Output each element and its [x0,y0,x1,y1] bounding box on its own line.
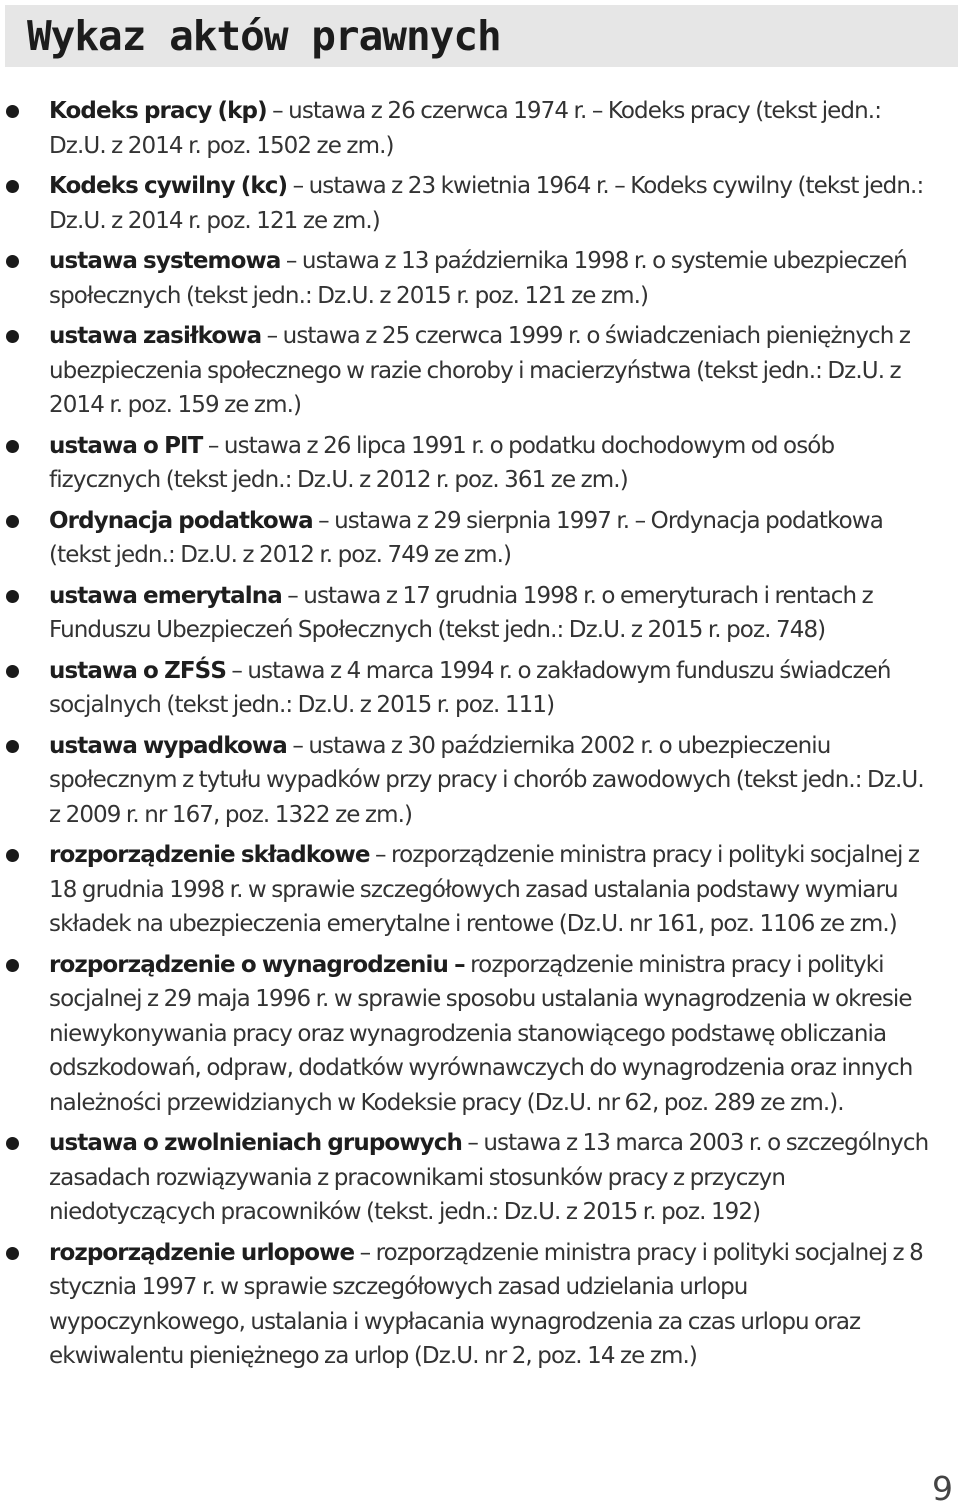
act-name: ustawa zasiłkowa [49,323,262,349]
list-item [0,948,939,1121]
bullet-icon [6,740,19,753]
list-item [0,244,939,313]
act-name: ustawa o ZFŚS [49,657,226,684]
list-item [0,319,939,423]
act-description: rozporządzenie ministra pracy i polityki socjalnej z 29 maja 1996 r. w sprawie sposobu ustalania wynagrodzenia w okresie niewykonywania pracy oraz wynagrodzenia stanowiącego podstawę obliczania odszkodowań, odpraw, dodatków wyrównawczych do wynagrodzenia oraz innych należności przewidzianych w Kodeksie pracy (Dz.U. nr 62, poz. 289 ze zm.). [49,951,913,1116]
act-description: – ustawa z 17 grudnia 1998 r. o emeryturach i rentach z Funduszu Ubezpieczeń Społecznych (tekst jedn.: Dz.U. z 2015 r. poz. 748) [49,582,873,643]
bullet-icon [6,665,19,678]
bullet-icon [6,330,19,343]
bullet-icon [6,515,19,528]
act-name: ustawa systemowa [49,248,281,274]
page-number: 9 [932,1469,953,1508]
bullet-icon [6,1247,19,1260]
bullet-icon [6,959,19,972]
list-item [0,579,939,648]
act-description: – ustawa z 25 czerwca 1999 r. o świadczeniach pieniężnych z ubezpieczenia społecznego w razie choroby i macierzyństwa (tekst jedn.: Dz.U. z 2014 r. poz. 159 ze zm.) [49,323,911,418]
list-item [0,504,939,573]
act-description: – ustawa z 26 lipca 1991 r. o podatku dochodowym od osób fizycznych (tekst jedn.: Dz.U. z 2012 r. poz. 361 ze zm.) [49,432,835,493]
act-description: – ustawa z 4 marca 1994 r. o zakładowym funduszu świadczeń socjalnych (tekst jedn.: Dz.U. z 2015 r. poz. 111) [49,657,891,718]
act-name: rozporządzenie urlopowe [49,1239,355,1266]
act-name: Kodeks cywilny (kc) [49,173,288,199]
act-description: – ustawa z 29 sierpnia 1997 r. – Ordynacja podatkowa (tekst jedn.: Dz.U. z 2012 r. poz. 749 ze zm.) [49,507,883,568]
act-description: – ustawa z 30 października 2002 r. o ubezpieczeniu społecznym z tytułu wypadków przy pracy i chorób zawodowych (tekst jedn.: Dz.U. z 2009 r. nr 167, poz. 1322 ze zm.) [49,732,924,828]
act-description: – ustawa z 23 kwietnia 1964 r. – Kodeks cywilny (tekst jedn.: Dz.U. z 2014 r. poz. 121 ze zm.) [49,173,924,234]
bullet-icon [6,440,19,453]
act-name: ustawa emerytalna [49,582,282,609]
act-description: – rozporządzenie ministra pracy i polityki socjalnej z 18 grudnia 1998 r. w sprawie szczegółowych zasad ustalania podstawy wymiaru składek na ubezpieczenia emerytalne i rentowe (Dz.U. nr 161, poz. 1106 ze zm.) [49,842,920,937]
act-name: rozporządzenie o wynagrodzeniu – [49,951,465,978]
list-item [0,429,939,498]
act-name: rozporządzenie składkowe [49,842,370,868]
act-description: – rozporządzenie ministra pracy i polityki socjalnej z 8 stycznia 1997 r. w sprawie szczegółowych zasad udzielania urlopu wypoczynkowego, ustalania i wypłacania wynagrodzenia za czas urlopu oraz ekwiwalentu pieniężnego za urlop (Dz.U. nr 2, poz. 14 ze zm.) [49,1239,923,1369]
list-item [0,169,939,238]
act-description: – ustawa z 26 czerwca 1974 r. – Kodeks pracy (tekst jedn.: Dz.U. z 2014 r. poz. 1502 ze zm.) [49,98,882,159]
bullet-icon [6,1137,19,1150]
bullet-icon [6,255,19,268]
list-item [0,654,939,723]
list-item [0,94,939,163]
list-item [0,1236,939,1374]
list-item [0,1126,939,1230]
act-name: Ordynacja podatkowa [49,507,313,534]
act-name: ustawa o PIT [49,432,203,459]
act-description: – ustawa z 13 października 1998 r. o systemie ubezpieczeń społecznych (tekst jedn.: Dz.U. z 2015 r. poz. 121 ze zm.) [49,248,907,309]
legal-acts-list [0,94,960,1380]
bullet-icon [6,849,19,862]
list-item [0,729,939,833]
act-name: ustawa o zwolnieniach grupowych [49,1130,462,1156]
page-title: Wykaz aktów prawnych [27,12,501,60]
bullet-icon [6,105,19,118]
act-name: ustawa wypadkowa [49,732,287,759]
bullet-icon [6,590,19,603]
act-name: Kodeks pracy (kp) [49,98,267,124]
list-item [0,838,939,942]
bullet-icon [6,180,19,193]
act-description: – ustawa z 13 marca 2003 r. o szczególnych zasadach rozwiązywania z pracownikami stosunków pracy z przyczyn niedotyczących pracowników (tekst. jedn.: Dz.U. z 2015 r. poz. 192) [49,1130,929,1225]
